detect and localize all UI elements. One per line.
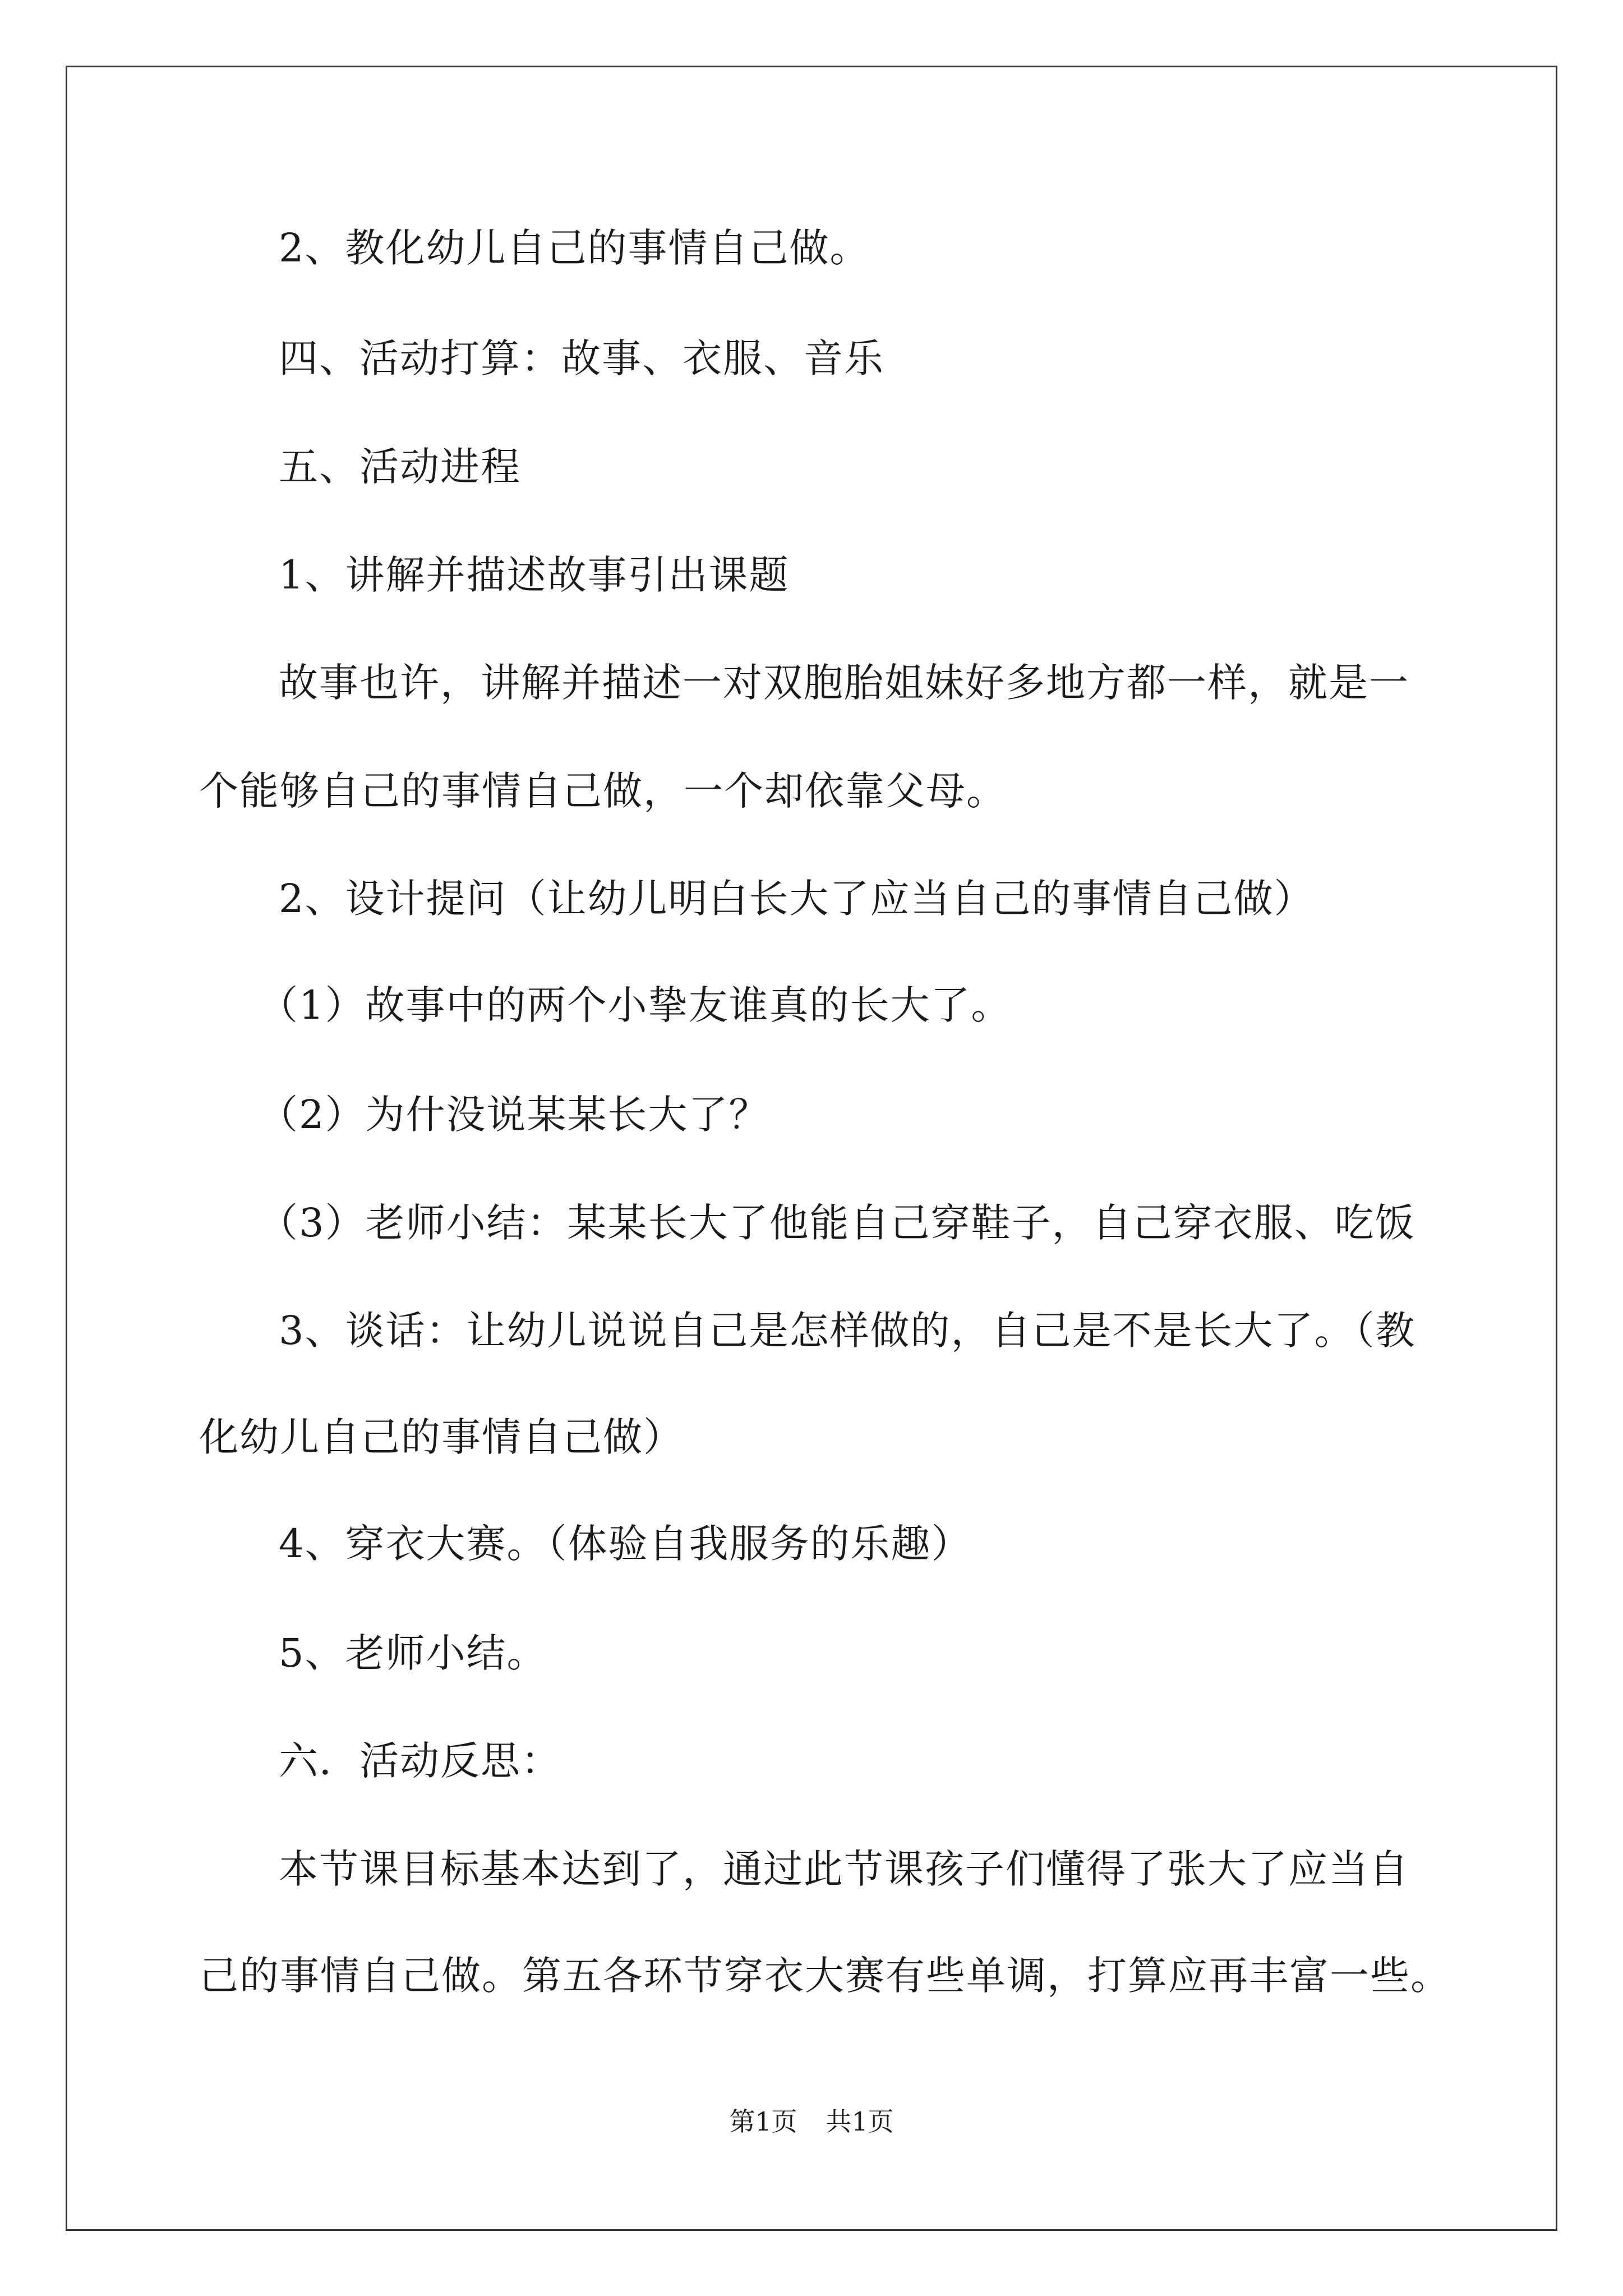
page-number: 第1页 [729, 2106, 797, 2137]
text-line: 2、教化幼儿自己的事情自己做。 [279, 225, 870, 271]
text-line: 1、讲解并描述故事引出课题 [279, 552, 790, 598]
text-line: 5、老师小结。 [279, 1630, 547, 1676]
text-line: 2、设计提问（让幼儿明白长大了应当自己的事情自己做） [279, 876, 1315, 922]
page-border [66, 66, 1557, 2231]
text-line: 六．活动反思： [279, 1738, 561, 1784]
text-line: （2）为什没说某某长大了？ [259, 1092, 769, 1138]
text-line: （1）故事中的两个小挚友谁真的长大了。 [259, 982, 1012, 1028]
text-line: 3、谈话：让幼儿说说自己是怎样做的，自己是不是长大了。（教 [279, 1308, 1416, 1354]
text-line: 4、穿衣大赛。（体验自我服务的乐趣） [279, 1521, 972, 1567]
page-footer [0, 2105, 1623, 2138]
text-line: 己的事情自己做。第五各环节穿衣大赛有些单调，打算应再丰富一些。 [199, 1953, 1451, 1999]
text-line: 五、活动进程 [279, 444, 521, 490]
text-line: 故事也许，讲解并描述一对双胞胎姐妹好多地方都一样，就是一 [279, 660, 1409, 706]
text-line: （3）老师小结：某某长大了他能自己穿鞋子，自己穿衣服、吃饭 [259, 1200, 1415, 1246]
text-line: 四、活动打算：故事、衣服、音乐 [279, 335, 884, 381]
text-line: 个能够自己的事情自己做，一个却依靠父母。 [199, 768, 1007, 814]
page-total: 共1页 [826, 2106, 894, 2137]
text-line: 本节课目标基本达到了，通过此节课孩子们懂得了张大了应当自 [279, 1846, 1409, 1892]
text-line: 化幼儿自己的事情自己做） [199, 1414, 684, 1460]
